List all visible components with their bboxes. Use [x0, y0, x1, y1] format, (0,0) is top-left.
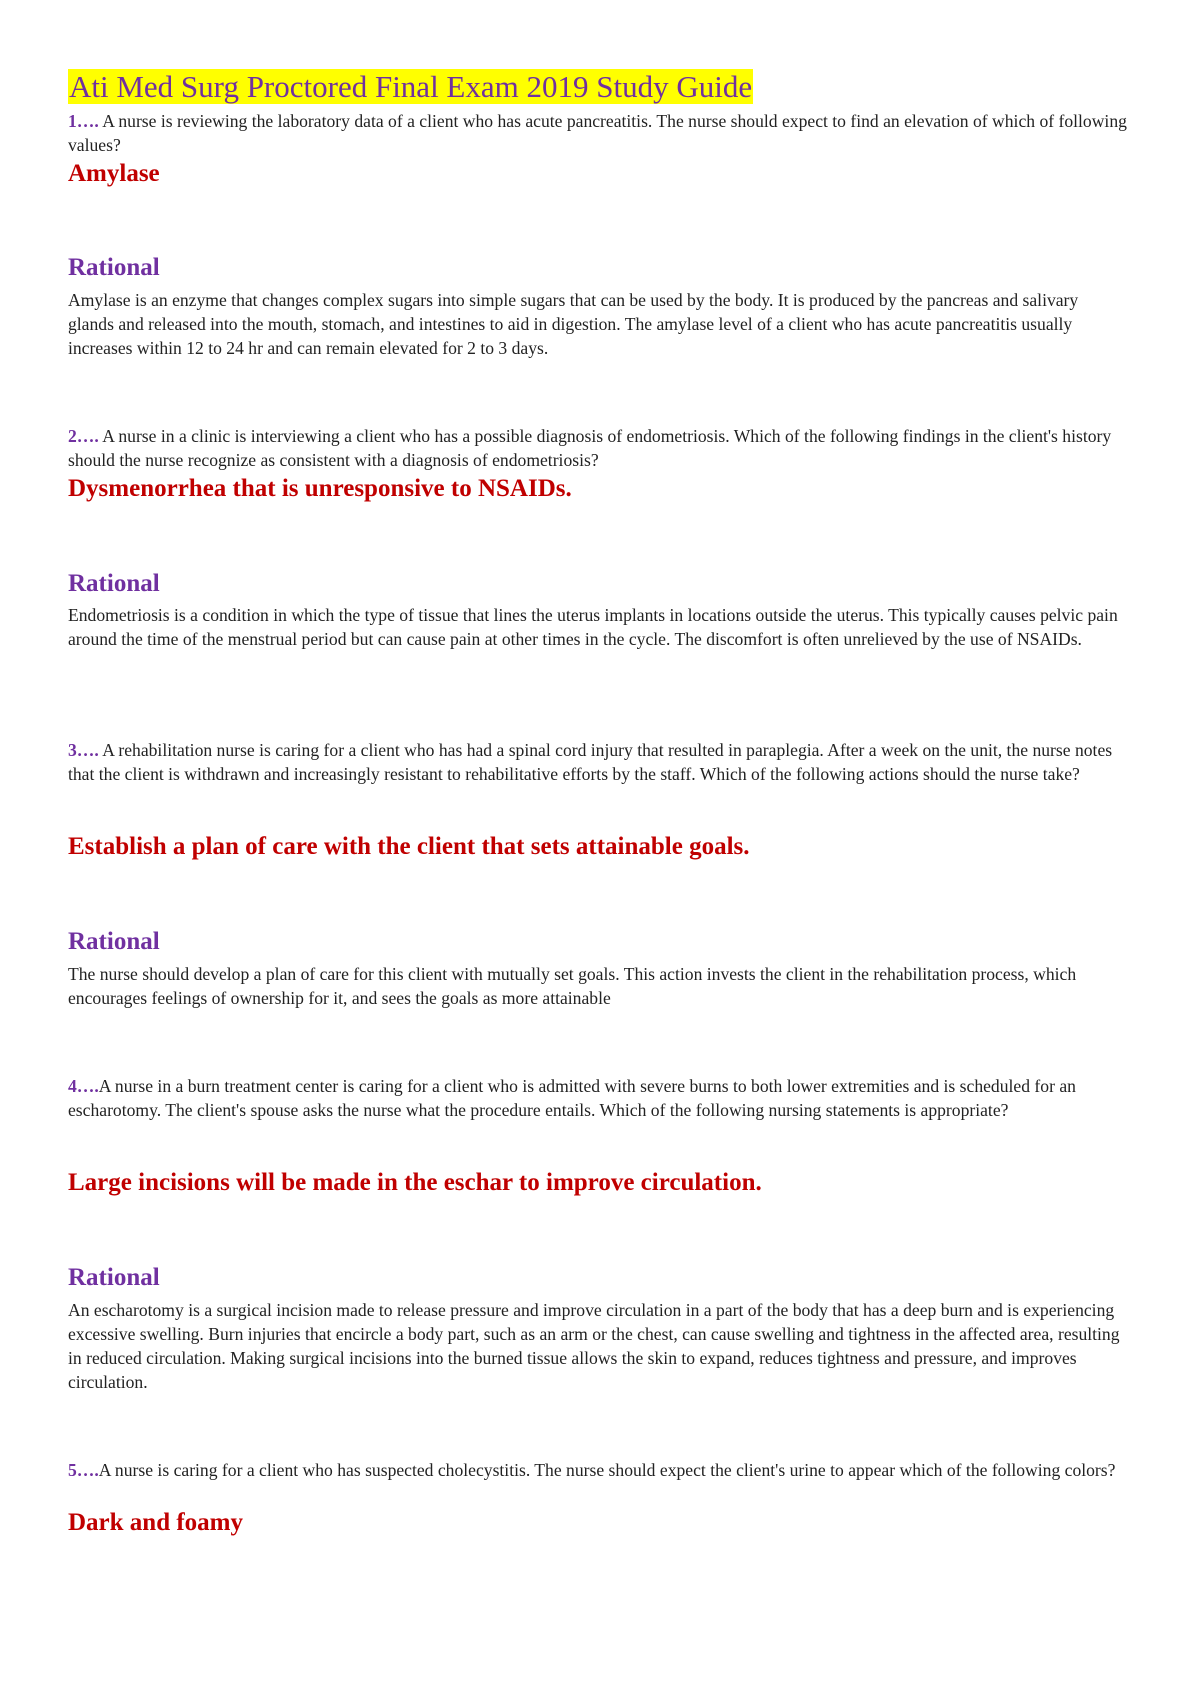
question-number: 1….: [68, 111, 99, 131]
rationale-text-4: An escharotomy is a surgical incision made to release pressure and improve circulation in a part of the body that has a deep burn and is experiencing excessive swelling. Burn injuries that encircle a body part, such as an arm or the chest, can cause swelling and tightness in the affected area, resulting in reduced circulation. Making surgical incisions into the burned tissue allows the skin to expand, reduces tightness and pressure, and improves circulation.: [68, 1300, 1120, 1392]
rationale-heading-4: Rational: [68, 1264, 160, 1291]
question-3: [68, 738, 1128, 786]
answer-4: Large incisions will be made in the eschar to improve circulation.: [68, 1169, 762, 1196]
rationale-heading-3: Rational: [68, 928, 160, 955]
answer-1: Amylase: [68, 160, 160, 187]
question-text: A nurse is reviewing the laboratory data of a client who has acute pancreatitis. The nurse should expect to find an elevation of which of following values?: [68, 111, 1127, 155]
answer-5: Dark and foamy: [68, 1509, 244, 1536]
rationale-heading-2: Rational: [68, 570, 160, 597]
answer-3: Establish a plan of care with the client that sets attainable goals.: [68, 833, 750, 860]
rationale-text-3: The nurse should develop a plan of care for this client with mutually set goals. This action invests the client in the rehabilitation process, which encourages feelings of ownership for it, and sees the goals as more attainable: [68, 964, 1077, 1008]
answer-2: Dysmenorrhea that is unresponsive to NSAIDs.: [68, 475, 572, 502]
question-number: 2….: [68, 426, 99, 446]
rationale-text-1: Amylase is an enzyme that changes complex sugars into simple sugars that can be used by the body. It is produced by the pancreas and salivary glands and released into the mouth, stomach, and intestines to aid in digestion. The amylase level of a client who has acute pancreatitis usually increases within 12 to 24 hr and can remain elevated for 2 to 3 days.: [68, 290, 1079, 358]
question-number: 5….: [68, 1460, 99, 1480]
rationale-heading-1: Rational: [68, 254, 160, 281]
question-2: [68, 424, 1128, 472]
question-text: A nurse is caring for a client who has suspected cholecystitis. The nurse should expect the client's urine to appear which of the following colors?: [98, 1460, 1116, 1480]
question-number: 4….: [68, 1076, 99, 1096]
question-text: A nurse in a burn treatment center is caring for a client who is admitted with severe burns to both lower extremities and is scheduled for an escharotomy. The client's spouse asks the nurse what the procedure entails. Which of the following nursing statements is appropriate?: [68, 1076, 1076, 1120]
question-4: [68, 1074, 1128, 1122]
question-text: A rehabilitation nurse is caring for a client who has had a spinal cord injury that resulted in paraplegia. After a week on the unit, the nurse notes that the client is withdrawn and increasingly resistant to rehabilitative efforts by the staff. Which of the following actions should the nurse take?: [68, 740, 1113, 784]
rationale-text-2: Endometriosis is a condition in which the type of tissue that lines the uterus implants in locations outside the uterus. This typically causes pelvic pain around the time of the menstrual period but can cause pain at other times in the cycle. The discomfort is often unrelieved by the use of NSAIDs.: [68, 605, 1118, 649]
question-5: [68, 1458, 1128, 1482]
question-1: [68, 109, 1128, 157]
question-text: A nurse in a clinic is interviewing a client who has a possible diagnosis of endometriosis. Which of the following findings in the client's history should the nurse recognize as consistent with a diagnosis of endometriosis?: [68, 426, 1112, 470]
title-highlight: Ati Med Surg Proctored Final Exam 2019 Study Guide: [69, 69, 753, 104]
question-number: 3….: [68, 740, 99, 760]
document-title: [68, 68, 753, 106]
